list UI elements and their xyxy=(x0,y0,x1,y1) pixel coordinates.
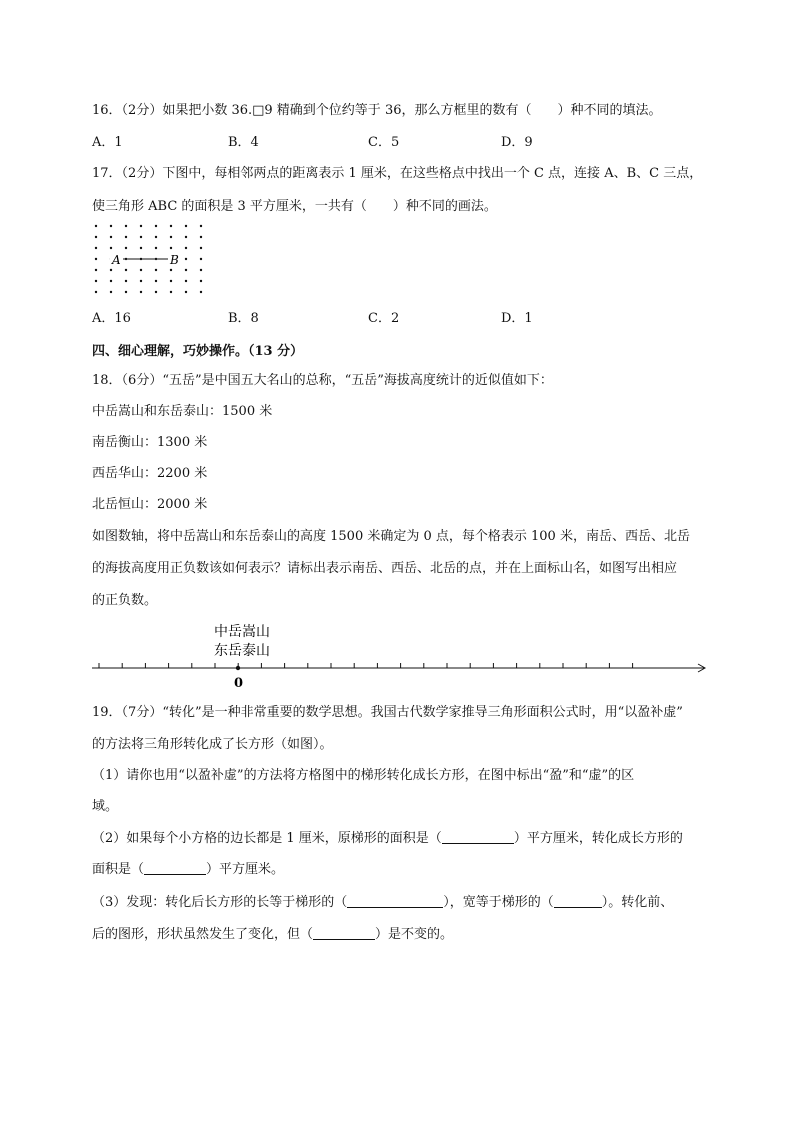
grid-dot xyxy=(110,291,112,293)
q17-option-d: D．1 xyxy=(501,311,533,326)
grid-dot xyxy=(170,280,172,282)
q19-sub2b-suffix: ）平方厘米。 xyxy=(206,862,285,877)
q17-option-b: B．8 xyxy=(228,311,259,326)
q19-sub2-line1 xyxy=(92,829,683,849)
q19-sub2-suffix: ）平方厘米，转化成长方形的 xyxy=(513,831,683,846)
q18-intro: 18．（6分）“五岳”是中国五大名山的总称，“五岳”海拔高度统计的近似值如下： xyxy=(92,373,553,388)
grid-dot xyxy=(170,269,172,271)
q19-sub3-mid: ），宽等于梯形的（ xyxy=(443,895,554,910)
grid-dot xyxy=(95,247,97,249)
q19-sub3-line2 xyxy=(92,925,453,945)
q17-line2: 使三角形 ABC 的面积是 3 平方厘米，一共有（ ）种不同的画法。 xyxy=(92,199,497,214)
grid-dot xyxy=(155,225,157,227)
q18-para-1: 如图数轴，将中岳嵩山和东岳泰山的高度 1500 米确定为 0 点，每个格表示 100 米，南岳、西岳、北岳 xyxy=(92,529,690,544)
q19-sub2-prefix: （2）如果每个小方格的边长都是 1 厘米，原梯形的面积是（ xyxy=(92,831,442,846)
grid-dot xyxy=(125,225,127,227)
grid-dot xyxy=(95,291,97,293)
q19-sub2b-prefix: 面积是（ xyxy=(92,862,145,877)
grid-dot xyxy=(185,247,187,249)
grid-dot xyxy=(200,291,202,293)
grid-dot xyxy=(140,280,142,282)
grid-dot xyxy=(140,291,142,293)
grid-dot xyxy=(155,291,157,293)
q18-item-2: 南岳衡山：1300 米 xyxy=(92,435,208,450)
grid-dot xyxy=(185,269,187,271)
grid-dot xyxy=(95,258,97,260)
q16-option-c: C．5 xyxy=(368,135,400,150)
number-line-figure xyxy=(88,618,716,692)
grid-dot xyxy=(200,269,202,271)
grid-dot xyxy=(140,225,142,227)
axis-label-dongyue: 东岳泰山 xyxy=(214,643,270,659)
grid-dot xyxy=(125,236,127,238)
dot-grid-figure xyxy=(90,222,210,300)
q19-sub2-line2 xyxy=(92,860,284,880)
grid-dot xyxy=(110,225,112,227)
grid-dot xyxy=(170,225,172,227)
axis-zero-label: 0 xyxy=(234,676,244,691)
grid-dot xyxy=(140,247,142,249)
q18-item-1: 中岳嵩山和东岳泰山：1500 米 xyxy=(92,404,273,419)
q19-line1: 19．（7分）“转化”是一种非常重要的数学思想。我国古代数学家推导三角形面积公式时，用“以盈补虚” xyxy=(92,705,683,720)
grid-dot xyxy=(200,225,202,227)
q17-line1: 17．（2分）下图中，每相邻两点的距离表示 1 厘米，在这些格点中找出一个 C 点，连接 A、B、C 三点， xyxy=(92,166,703,181)
grid-dot xyxy=(170,291,172,293)
point-a-label: A xyxy=(112,253,121,267)
axis-label-zhongyue: 中岳嵩山 xyxy=(214,624,270,640)
grid-dot xyxy=(140,269,142,271)
q17-option-a: A．16 xyxy=(92,311,131,326)
grid-dot xyxy=(185,258,187,260)
blank-unchanged[interactable] xyxy=(313,927,375,940)
grid-dot xyxy=(170,247,172,249)
q18-item-3: 西岳华山：2200 米 xyxy=(92,466,208,481)
q17-option-c: C．2 xyxy=(368,311,400,326)
grid-dot xyxy=(185,280,187,282)
grid-dot xyxy=(185,236,187,238)
blank-rectangle-area[interactable] xyxy=(144,862,206,875)
q19-line2: 的方法将三角形转化成了长方形（如图）。 xyxy=(92,737,333,752)
zero-point xyxy=(236,666,240,670)
section-4-heading: 四、细心理解，巧妙操作。（13 分） xyxy=(92,344,304,359)
blank-trapezoid-area[interactable] xyxy=(442,831,514,844)
q18-item-4: 北岳恒山：2000 米 xyxy=(92,497,208,512)
grid-dot xyxy=(125,280,127,282)
q16-option-d: D．9 xyxy=(501,135,533,150)
point-b-label: B xyxy=(170,253,179,267)
q16-option-a: A．1 xyxy=(92,135,123,150)
grid-dot xyxy=(200,258,202,260)
grid-dot xyxy=(140,236,142,238)
grid-dot xyxy=(200,236,202,238)
grid-dot xyxy=(155,269,157,271)
grid-dot xyxy=(95,225,97,227)
q19-sub3-prefix: （3）发现：转化后长方形的长等于梯形的（ xyxy=(92,895,348,910)
grid-dot xyxy=(170,236,172,238)
grid-dot xyxy=(200,247,202,249)
q16-text: 16．（2分）如果把小数 36.□9 精确到个位约等于 36，那么方框里的数有（ ）种不同的填法。 xyxy=(92,103,662,118)
blank-length[interactable] xyxy=(347,895,443,908)
q19-sub3-line1 xyxy=(92,893,673,913)
grid-dot xyxy=(125,247,127,249)
q19-sub3-suffix: ）。转化前、 xyxy=(601,895,674,910)
grid-dot xyxy=(155,247,157,249)
grid-dot xyxy=(155,236,157,238)
q18-para-3: 的正负数。 xyxy=(92,593,158,608)
grid-dot xyxy=(95,269,97,271)
grid-dot xyxy=(185,225,187,227)
grid-dot xyxy=(200,280,202,282)
q19-sub3b-prefix: 后的图形，形状虽然发生了变化，但（ xyxy=(92,927,314,942)
grid-dot xyxy=(125,269,127,271)
grid-dot xyxy=(95,236,97,238)
blank-width[interactable] xyxy=(554,895,602,908)
grid-dot xyxy=(125,291,127,293)
grid-dot xyxy=(155,280,157,282)
q19-sub3b-suffix: ）是不变的。 xyxy=(375,927,454,942)
q16-option-b: B．4 xyxy=(228,135,259,150)
grid-dot xyxy=(185,291,187,293)
number-line-ticks xyxy=(99,663,633,668)
grid-dot xyxy=(110,280,112,282)
q19-sub1-line2: 域。 xyxy=(92,799,119,814)
q19-sub1-line1: （1）请你也用“以盈补虚”的方法将方格图中的梯形转化成长方形，在图中标出“盈”和“虚”的区 xyxy=(92,768,635,783)
grid-dot xyxy=(110,247,112,249)
grid-dot xyxy=(110,236,112,238)
q18-para-2: 的海拔高度用正负数该如何表示？请标出表示南岳、西岳、北岳的点，并在上面标山名，如图写出相应 xyxy=(92,561,678,576)
grid-dot xyxy=(110,269,112,271)
grid-dot xyxy=(95,280,97,282)
